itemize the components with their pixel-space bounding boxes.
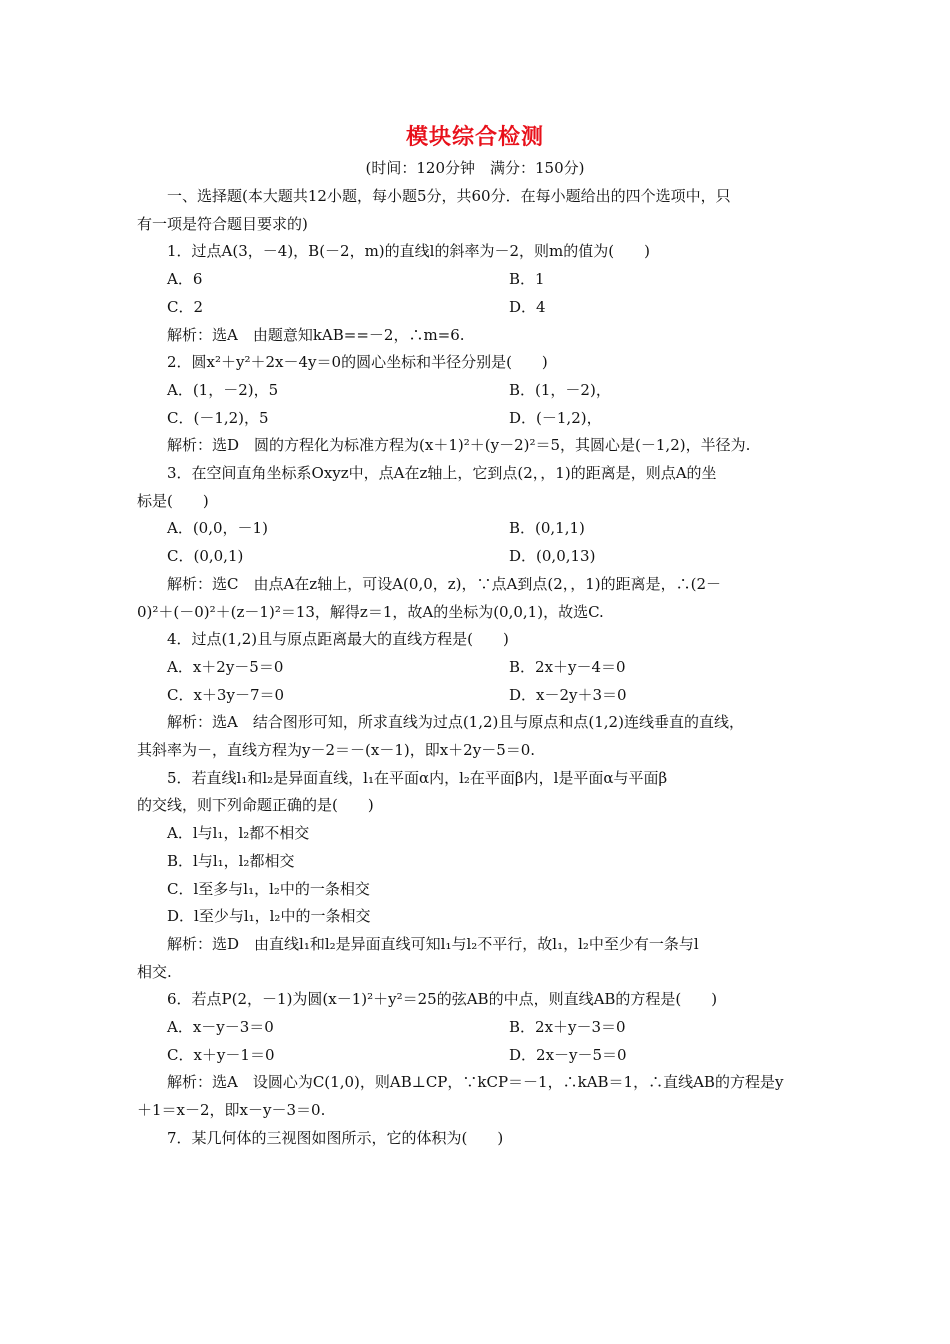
- option-right: B．(0,1,1): [509, 519, 585, 537]
- text-line: 解析：选C 由点A在z轴上，可设A(0,0，z)，∵点A到点(2，，1)的距离是，∴(2－: [167, 575, 722, 593]
- text-line: 6．若点P(2，－1)为圆(x－1)²＋y²＝25的弦AB的中点，则直线AB的方程是( ): [167, 990, 718, 1008]
- page-title: 模块综合检测: [405, 124, 544, 150]
- text-line: 的交线，则下列命题正确的是( ): [137, 796, 374, 814]
- option-right: D．2x－y－5＝0: [509, 1046, 627, 1064]
- text-line: 2．圆x²＋y²＋2x－4y＝0的圆心坐标和半径分别是( ): [167, 353, 548, 371]
- option-left: A．x＋2y－5＝0: [167, 658, 284, 676]
- option-right: B．(1，－2)，: [509, 381, 611, 399]
- option-right: D．x－2y＋3＝0: [509, 686, 627, 704]
- text-line: 解析：选D 由直线l₁和l₂是异面直线可知l₁与l₂不平行，故l₁，l₂中至少有一条与l: [167, 935, 699, 953]
- text-line: D．l至少与l₁，l₂中的一条相交: [167, 907, 371, 925]
- page-subtitle: (时间：120分钟 满分：150分): [365, 159, 585, 177]
- option-left: A．x－y－3＝0: [167, 1018, 274, 1036]
- option-left: C．(－1,2)，5: [167, 409, 269, 427]
- text-line: 其斜率为－，直线方程为y－2＝－(x－1)，即x＋2y－5＝0.: [137, 741, 536, 759]
- text-line: 4．过点(1,2)且与原点距离最大的直线方程是( ): [167, 630, 509, 648]
- option-right: D．(0,0,13): [509, 547, 596, 565]
- option-left: A．(1，－2)，5: [167, 381, 279, 399]
- option-right: B．2x＋y－3＝0: [509, 1018, 626, 1036]
- option-right: D．(－1,2)，: [509, 409, 602, 427]
- text-line: 标是( ): [137, 492, 209, 510]
- option-left: C．x＋3y－7＝0: [167, 686, 285, 704]
- text-line: 解析：选A 由题意知kAB==－2，∴m=6.: [167, 326, 465, 344]
- option-left: C．(0,0,1): [167, 547, 244, 565]
- text-line: 解析：选D 圆的方程化为标准方程为(x＋1)²＋(y－2)²＝5，其圆心是(－1,2)，半径为.: [167, 436, 751, 454]
- text-line: A．l与l₁，l₂都不相交: [167, 824, 310, 842]
- text-line: 3．在空间直角坐标系Oxyz中，点A在z轴上，它到点(2，，1)的距离是，则点A的坐: [167, 464, 717, 482]
- option-left: C．x＋y－1＝0: [167, 1046, 275, 1064]
- text-line: 5．若直线l₁和l₂是异面直线，l₁在平面α内，l₂在平面β内，l是平面α与平面β: [167, 769, 668, 787]
- option-left: A．6: [167, 270, 203, 288]
- text-line: 一、选择题(本大题共12小题，每小题5分，共60分．在每小题给出的四个选项中，只: [167, 187, 731, 205]
- option-left: A．(0,0，－1): [167, 519, 268, 537]
- text-line: 7．某几何体的三视图如图所示，它的体积为( ): [167, 1129, 504, 1147]
- text-line: 解析：选A 结合图形可知，所求直线为过点(1,2)且与原点和点(1,2)连线垂直的直线，: [167, 713, 744, 731]
- text-line: C．l至多与l₁，l₂中的一条相交: [167, 880, 370, 898]
- text-line: 相交.: [137, 963, 172, 981]
- text-line: 解析：选A 设圆心为C(1,0)，则AB⊥CP，∵kCP＝－1，∴kAB＝1，∴直线AB的方程是y: [167, 1073, 784, 1091]
- text-line: B．l与l₁，l₂都相交: [167, 852, 295, 870]
- text-line: 1．过点A(3，－4)，B(－2，m)的直线l的斜率为－2，则m的值为( ): [167, 242, 650, 260]
- option-right: B．1: [509, 270, 545, 288]
- text-line: 0)²＋(－0)²＋(z－1)²＝13，解得z＝1，故A的坐标为(0,0,1)，故选C.: [137, 603, 604, 621]
- text-line: 有一项是符合题目要求的): [137, 215, 308, 233]
- text-line: ＋1＝x－2，即x－y－3＝0.: [137, 1101, 326, 1119]
- option-right: D．4: [509, 298, 546, 316]
- option-right: B．2x＋y－4＝0: [509, 658, 626, 676]
- option-left: C．2: [167, 298, 204, 316]
